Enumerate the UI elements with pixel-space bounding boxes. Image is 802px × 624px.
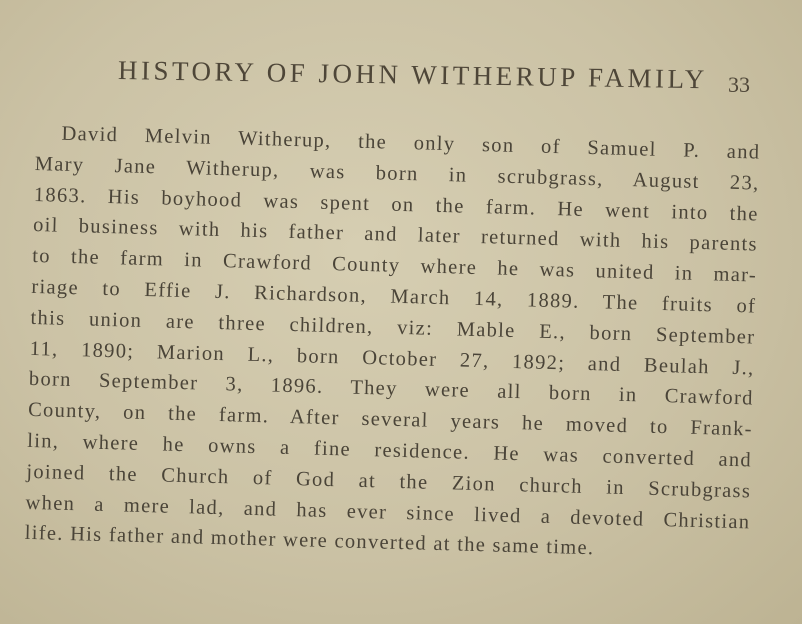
text-line: County, on the farm. After several years he moved to Frank- (27, 399, 754, 441)
text-line: life. His father and mother were converted at the same time. (24, 522, 595, 560)
text-line: to the farm in Crawford County where he was united in mar- (31, 245, 758, 287)
text-line: Mary Jane Witherup, was born in scrubgrass, August 23, (34, 152, 760, 195)
page-number: 33 (728, 72, 750, 97)
text-line: riage to Effie J. Richardson, March 14, 1889. The fruits of (31, 275, 757, 318)
text-line: this union are three children, viz: Mable E., born September (30, 306, 756, 349)
running-title: HISTORY OF JOHN WITHERUP FAMILY (117, 55, 709, 95)
page-header (118, 55, 768, 95)
text-line: joined the Church of God at the Zion church in Scrubgrass (26, 460, 752, 503)
text-line: 1863. His boyhood was spent on the farm. He went into the (33, 183, 759, 226)
biography-paragraph (24, 118, 760, 569)
text-line: David Melvin Witherup, the only son of Samuel P. and (61, 122, 761, 164)
text-line: when a mere lad, and has ever since lived a devoted Christian (25, 491, 751, 534)
text-line: 11, 1890; Marion L., born October 27, 1892; and Beulah J., (29, 337, 755, 380)
text-line: lin, where he owns a fine residence. He was converted and (26, 429, 753, 472)
text-line: born September 3, 1896. They were all born in Crawford (28, 368, 754, 410)
text-line: oil business with his father and later returned with his parents (32, 214, 759, 256)
